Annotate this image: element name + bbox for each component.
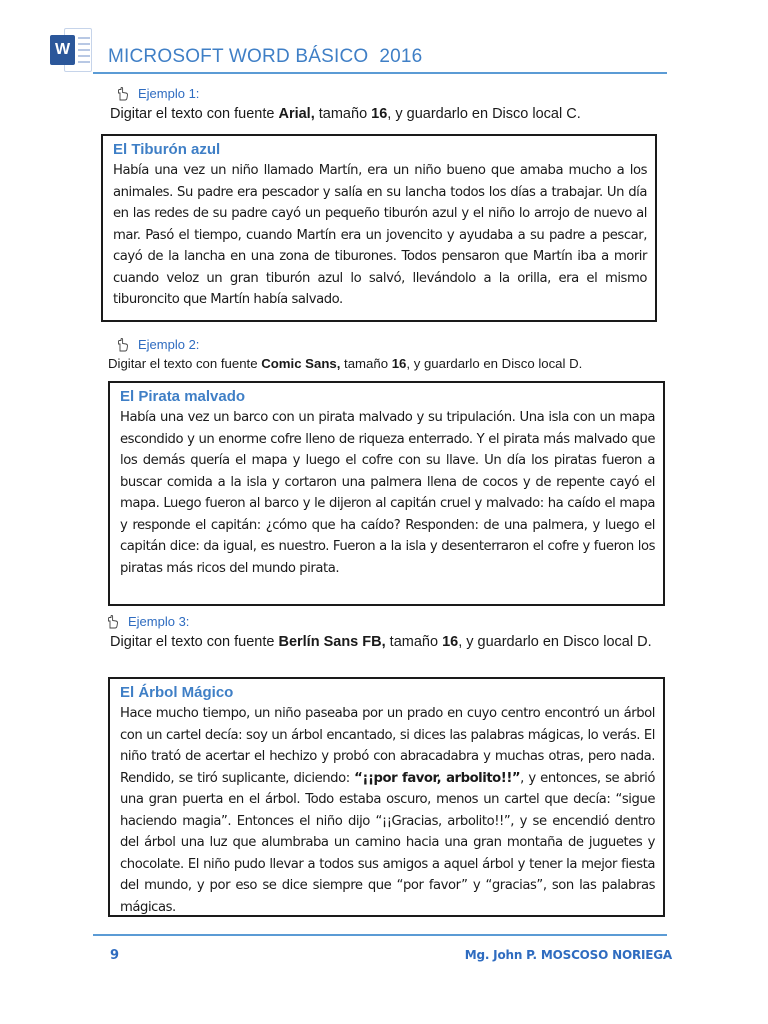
example-3-story-bold-phrase: “¡¡por favor, arbolito!!” (354, 770, 521, 786)
example-3-story-title: El Árbol Mágico (120, 684, 234, 701)
example-3-story-text: Hace mucho tiempo, un niño paseaba por un prado en cuyo centro encontró un árbol con un cartel decía: soy un árbol encantado, si dices las palabras mágicas, lo verás. El niño trató de acertar el hechizo y probó con abracadabra y muchas otras, pero nada. Rendido, se tiró suplicante, diciendo: “¡¡por favor, arbolito!!”, y entonces, se abrió una gran puerta en el árbol. Todo estaba oscuro, menos un cartel que decía: “sigue haciendo magia”. Entonces el niño dijo “¡¡Gracias, arbolito!!”, y se encendió dentro del árbol una luz que alumbraba un camino hacia una gran montaña de juguetes y chocolate. El niño pudo llevar a todos sus amigos a aquel árbol y tener la mejor fiesta del mundo, y por eso se dice siempre que “por favor” y “gracias”, son las palabras mágicas. (120, 706, 655, 915)
example-3-size: 16 (442, 634, 459, 650)
page-header-title: MICROSOFT WORD BÁSICO 2016 (108, 46, 423, 67)
example-1-font-name: Arial, (278, 106, 315, 122)
example-3-font-name: Berlín Sans FB, (278, 634, 386, 650)
word-logo-icon (50, 28, 92, 72)
example-3-heading-text: Ejemplo 3: (128, 614, 190, 629)
example-2-description: Digitar el texto con fuente Comic Sans, tamaño 16, y guardarlo en Disco local D. (108, 356, 583, 371)
pointing-hand-icon (116, 338, 130, 352)
example-2-story-box (108, 381, 665, 606)
example-2-heading-text: Ejemplo 2: (138, 337, 200, 352)
example-2-story-title: El Pirata malvado (120, 388, 246, 405)
footer-author: Mg. John P. MOSCOSO NORIEGA (464, 948, 672, 962)
example-1-size: 16 (371, 106, 388, 122)
example-2-story-text: Había una vez un barco con un pirata malvado y su tripulación. Una isla con un mapa escondido y un enorme cofre lleno de riqueza enterrado. Y el pirata más malvado que los demás quería el mapa y luego el cofre con su llave. Un día los piratas fueron a buscar comida a la isla y cortaron una palmera llena de cocos y de repente cayó el mapa. Luego fueron al barco y le dijeron al capitán cruel y malvado: ha caído el mapa y responde el capitán: ¿cómo que ha caído? Responden: de una palmera, y luego el capitán dice: da igual, es nuestro. Fueron a la isla y desenterraron el cofre y fueron los piratas más ricos del mundo pirata. (120, 410, 655, 576)
pointing-hand-icon (106, 615, 120, 629)
example-3-heading (106, 614, 189, 629)
word-logo-letter: W (50, 35, 75, 65)
example-1-heading (116, 86, 199, 101)
example-2-font-name: Comic Sans, (261, 356, 341, 371)
example-1-heading-text: Ejemplo 1: (138, 86, 200, 101)
example-2-size: 16 (391, 356, 407, 371)
example-1-description: Digitar el texto con fuente Arial, tamaño 16, y guardarlo en Disco local C. (110, 106, 581, 122)
example-1-story-box (101, 134, 657, 322)
page-number: 9 (110, 948, 120, 963)
example-2-heading (116, 337, 199, 352)
footer-divider (93, 934, 667, 936)
pointing-hand-icon (116, 87, 130, 101)
example-1-story-text: Había una vez un niño llamado Martín, era un niño bueno que amaba mucho a los animales. Su padre era pescador y salía en su lancha todos los días a trabajar. Un día en las redes de su padre cayó un pequeño tiburón azul y el niño lo arrojo de nuevo al mar. Pasó el tiempo, cuando Martín era un jovencito y ayudaba a su padre a pescar, cayó de la lancha en una zona de tiburones. Todos pensaron que Martín iba a morir cuando veloz un gran tiburón azul lo salvó, llevándolo a la orilla, era el mismo tiburoncito que Martín había salvado. (113, 163, 647, 307)
header-divider (93, 72, 667, 74)
example-3-story-box (108, 677, 665, 917)
example-3-description: Digitar el texto con fuente Berlín Sans FB, tamaño 16, y guardarlo en Disco local D. (110, 634, 652, 650)
example-1-story-title: El Tiburón azul (113, 141, 221, 158)
